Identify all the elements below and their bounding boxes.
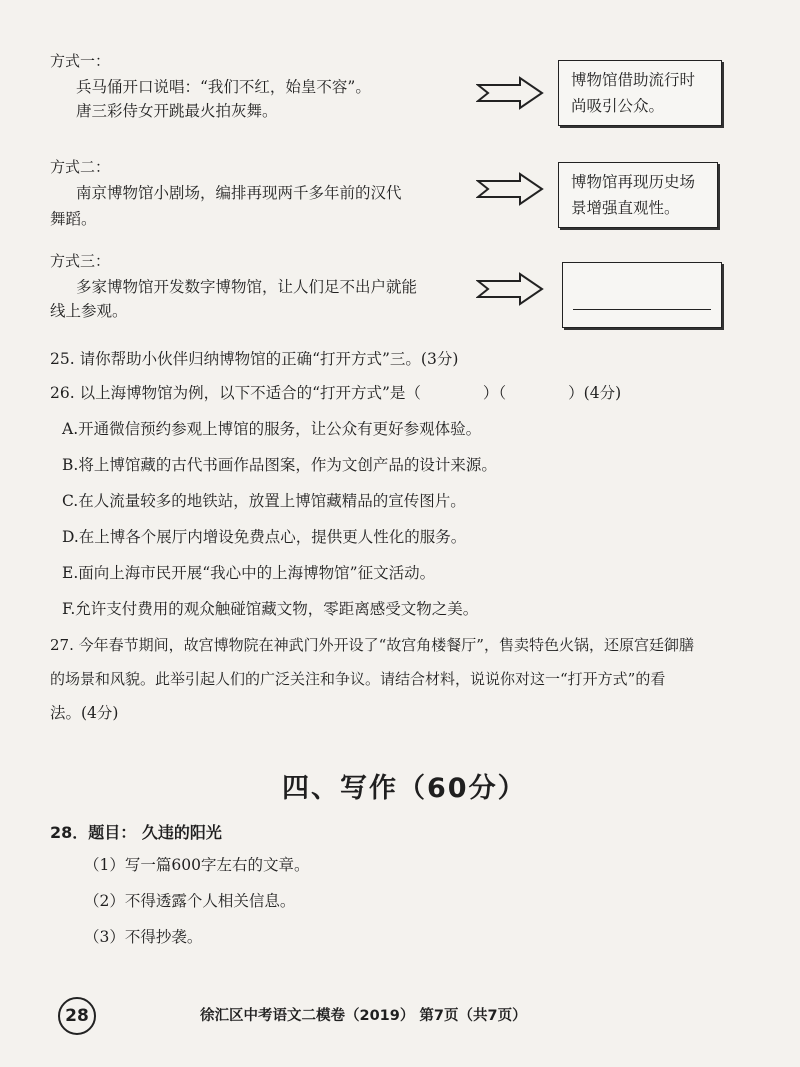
arrow-right-icon <box>476 172 544 206</box>
method1-line2: 唐三彩侍女开跳最火拍灰舞。 <box>76 102 278 120</box>
question-25: 25. 请你帮助小伙伴归纳博物馆的正确“打开方式”三。(3分) <box>50 350 459 368</box>
question-26-stem: 26. 以上海博物馆为例，以下不适合的“打开方式”是（ ）（ ）(4分) <box>50 384 622 402</box>
method1-line1: 兵马俑开口说唱：“我们不红，始皇不容”。 <box>76 78 371 96</box>
method2-box-line2: 景增强直观性。 <box>571 199 680 217</box>
question-28-title: 28．题目： 久违的阳光 <box>50 823 222 842</box>
question-28-req-2: （2）不得透露个人相关信息。 <box>84 892 296 910</box>
question-27-line3: 法。(4分) <box>50 704 119 722</box>
method2-box-line1: 博物馆再现历史场 <box>571 173 696 191</box>
method1-box-line1: 博物馆借助流行时 <box>571 71 696 89</box>
arrow-right-icon <box>476 76 544 110</box>
method1-box-line2: 尚吸引公众。 <box>571 97 665 115</box>
method1-label: 方式一： <box>50 52 111 70</box>
question-28-req-3: （3）不得抄袭。 <box>84 928 203 946</box>
page-badge: 28 <box>58 997 96 1035</box>
method3-label: 方式三： <box>50 252 111 270</box>
method1-answer-box <box>558 60 722 126</box>
question-26-option-e: E.面向上海市民开展“我心中的上海博物馆”征文活动。 <box>62 564 436 582</box>
question-27-line1: 27. 今年春节期间，故宫博物院在神武门外开设了“故宫角楼餐厅”，售卖特色火锅，还原宫廷御膳 <box>50 636 694 654</box>
method3-answer-box[interactable] <box>562 262 722 328</box>
method2-line2: 舞蹈。 <box>50 210 97 228</box>
question-26-option-f: F.允许支付费用的观众触碰馆藏文物，零距离感受文物之美。 <box>62 600 479 618</box>
question-26-option-d: D.在上博各个展厅内增设免费点心，提供更人性化的服务。 <box>62 528 467 546</box>
method2-answer-box <box>558 162 718 228</box>
method2-label: 方式二： <box>50 158 111 176</box>
method3-line1: 多家博物馆开发数字博物馆，让人们足不出户就能 <box>76 278 418 296</box>
arrow-right-icon <box>476 272 544 306</box>
question-26-option-c: C.在人流量较多的地铁站，放置上博馆藏精品的宣传图片。 <box>62 492 466 510</box>
section-4-title: 四、写作（60分） <box>282 773 527 804</box>
question-26-option-a: A.开通微信预约参观上博馆的服务，让公众有更好参观体验。 <box>62 420 482 438</box>
question-26-option-b: B.将上博馆藏的古代书画作品图案，作为文创产品的设计来源。 <box>62 456 497 474</box>
question-27-line2: 的场景和风貌。此举引起人们的广泛关注和争议。请结合材料，说说你对这一“打开方式”的看 <box>50 670 666 688</box>
method3-answer-line <box>573 309 711 310</box>
method3-line2: 线上参观。 <box>50 302 128 320</box>
question-28-req-1: （1）写一篇600字左右的文章。 <box>84 856 310 874</box>
method2-line1: 南京博物馆小剧场，编排再现两千多年前的汉代 <box>76 184 402 202</box>
footer-text: 徐汇区中考语文二模卷（2019） 第7页（共7页） <box>200 1008 527 1024</box>
